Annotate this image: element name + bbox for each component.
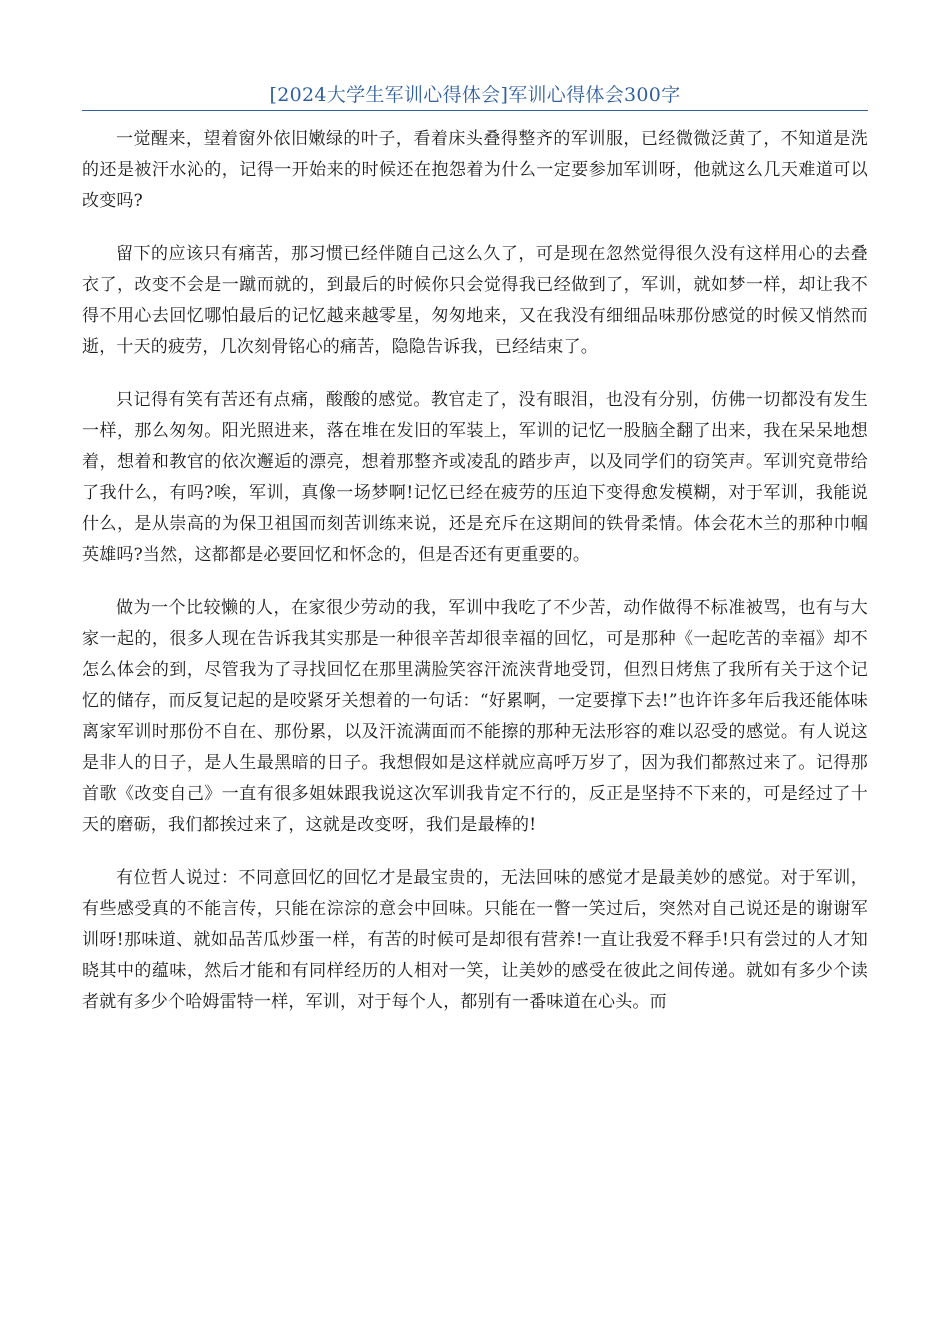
document-title: [2024大学生军训心得体会]军训心得体会300字 [269,84,681,106]
paragraph: 有位哲人说过：不同意回忆的回忆才是最宝贵的，无法回味的感觉才是最美妙的感觉。对于军训，有些感受真的不能言传，只能在淙淙的意会中回味。只能在一瞥一笑过后，突然对自己说还是的谢谢军训呀!那味道、就如品苦瓜炒蛋一样，有苦的时候可是却很有营养!一直让我爱不释手!只有尝过的人才知晓其中的蕴味，然后才能和有同样经历的人相对一笑，让美妙的感受在彼此之间传递。就如有多少个读者就有多少个哈姆雷特一样，军训，对于每个人，都别有一番味道在心头。而 [82,868,868,1012]
paragraph: 只记得有笑有苦还有点痛，酸酸的感觉。教官走了，没有眼泪，也没有分别，仿佛一切都没有发生一样，那么匆匆。阳光照进来，落在堆在发旧的军装上，军训的记忆一股脑全翻了出来，我在呆呆地想着，想着和教官的依次邂逅的漂亮，想着那整齐或凌乱的踏步声，以及同学们的窃笑声。军训究竟带给了我什么，有吗?唉，军训，真像一场梦啊!记忆已经在疲劳的压迫下变得愈发模糊，对于军训，我能说什么，是从崇高的为保卫祖国而刻苦训练来说，还是充斥在这期间的铁骨柔情。体会花木兰的那种巾帼英雄吗?当然，这都都是必要回忆和怀念的，但是否还有更重要的。 [82,390,868,565]
document-header [82,80,868,111]
paragraph: 留下的应该只有痛苦，那习惯已经伴随自己这么久了，可是现在忽然觉得很久没有这样用心的去叠衣了，改变不会是一蹴而就的，到最后的时候你只会觉得我已经做到了，军训，就如梦一样，却让我不得不用心去回忆哪怕最后的记忆越来越零星，匆匆地来，又在我没有细细品味那份感觉的时候又悄然而逝，十天的疲劳，几次刻骨铭心的痛苦，隐隐告诉我，已经结束了。 [82,244,868,357]
paragraph: 做为一个比较懒的人，在家很少劳动的我，军训中我吃了不少苦，动作做得不标准被骂，也有与大家一起的，很多人现在告诉我其实那是一种很辛苦却很幸福的回忆，可是那种《一起吃苦的幸福》却不怎么体会的到，尽管我为了寻找回忆在那里满脸笑容汗流浃背地受罚，但烈日烤焦了我所有关于这个记忆的储存，而反复记起的是咬紧牙关想着的一句话：“好累啊，一定要撑下去!”也许许多年后我还能体味离家军训时那份不自在、那份累，以及汗流满面而不能擦的那种无法形容的难以忍受的感觉。有人说这是非人的日子，是人生最黑暗的日子。我想假如是这样就应高呼万岁了，因为我们都熬过来了。记得那首歌《改变自己》一直有很多姐妹跟我说这次军训我肯定不行的，反正是坚持不下来的，可是经过了十天的磨砺，我们都挨过来了，这就是改变呀，我们是最棒的! [82,598,868,835]
document-body [82,124,868,1040]
paragraph: 一觉醒来，望着窗外依旧嫩绿的叶子，看着床头叠得整齐的军训服，已经微微泛黄了，不知道是洗的还是被汗水沁的，记得一开始来的时候还在抱怨着为什么一定要参加军训呀，他就这么几天难道可以改变吗? [82,129,868,211]
